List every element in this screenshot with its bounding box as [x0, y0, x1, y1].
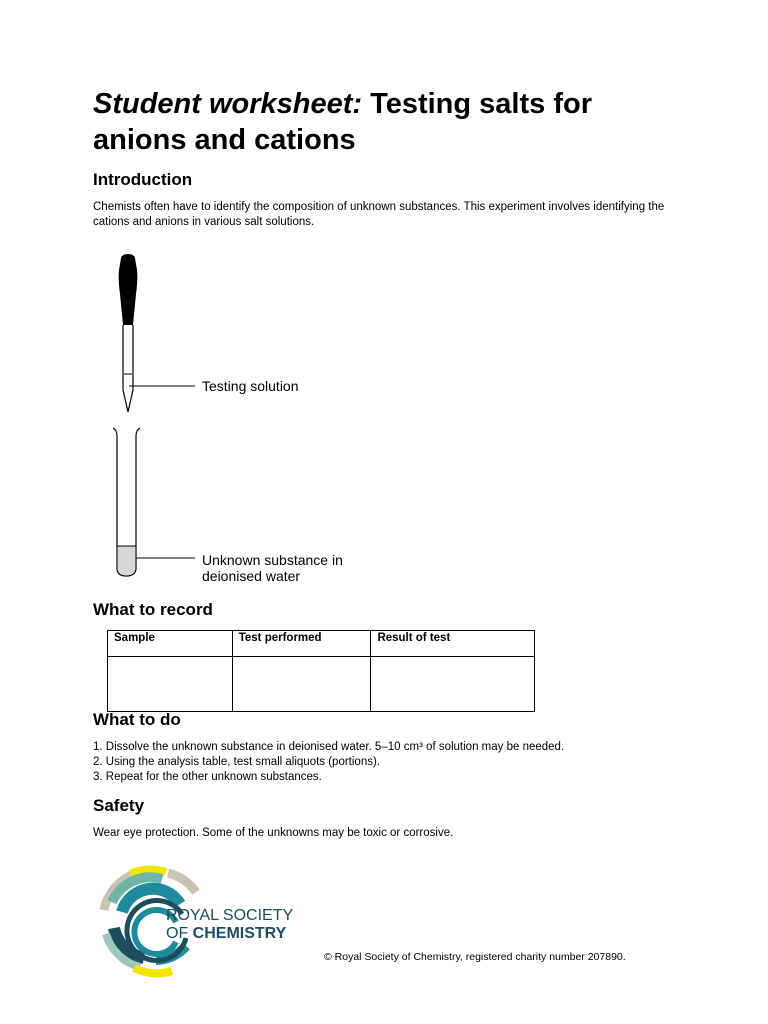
copyright-notice: © Royal Society of Chemistry, registered charity number 207890. — [324, 951, 626, 963]
column-header-test: Test performed — [232, 631, 371, 657]
tube-label-line-1: Unknown substance in — [202, 552, 343, 568]
introduction-heading: Introduction — [93, 170, 193, 189]
record-table — [107, 630, 535, 712]
tube-liquid — [118, 546, 136, 575]
introduction-text: Chemists often have to identify the composition of unknown substances. This experiment involves identifying the cations and anions in various salt solutions. — [93, 201, 665, 228]
table-header-row — [108, 631, 535, 657]
record-heading: What to record — [93, 600, 213, 619]
cell-result[interactable] — [371, 657, 535, 712]
title-italic: Student worksheet: — [93, 88, 363, 120]
cell-sample[interactable] — [108, 657, 233, 712]
pipette-bulb — [119, 254, 138, 325]
logo-text-prefix: OF — [166, 925, 193, 942]
column-header-sample: Sample — [108, 631, 233, 657]
table-row — [108, 657, 535, 712]
apparatus-diagram — [100, 250, 220, 580]
step-item: 1. Dissolve the unknown substance in deionised water. 5–10 cm³ of solution may be needed. — [93, 741, 565, 753]
safety-text: Wear eye protection. Some of the unknowns may be toxic or corrosive. — [93, 827, 454, 839]
page-title — [93, 86, 693, 158]
steps-list — [93, 740, 564, 785]
step-item: 2. Using the analysis table, test small aliquots (portions). — [93, 756, 380, 768]
todo-heading: What to do — [93, 710, 181, 729]
logo-text-line1: ROYAL SOCIETY — [166, 907, 294, 924]
logo-text-line2 — [166, 925, 287, 942]
tube-label-line-2: deionised water — [202, 568, 301, 584]
logo-text-bold: CHEMISTRY — [192, 925, 287, 942]
title-main: Testing salts for anions and cations — [93, 88, 592, 156]
pipette-stem — [123, 325, 133, 412]
step-item: 3. Repeat for the other unknown substances. — [93, 771, 322, 783]
column-header-result: Result of test — [371, 631, 535, 657]
rsc-logo — [94, 860, 294, 985]
cell-test[interactable] — [232, 657, 371, 712]
pipette-label: Testing solution — [202, 378, 299, 394]
safety-heading: Safety — [93, 796, 145, 815]
